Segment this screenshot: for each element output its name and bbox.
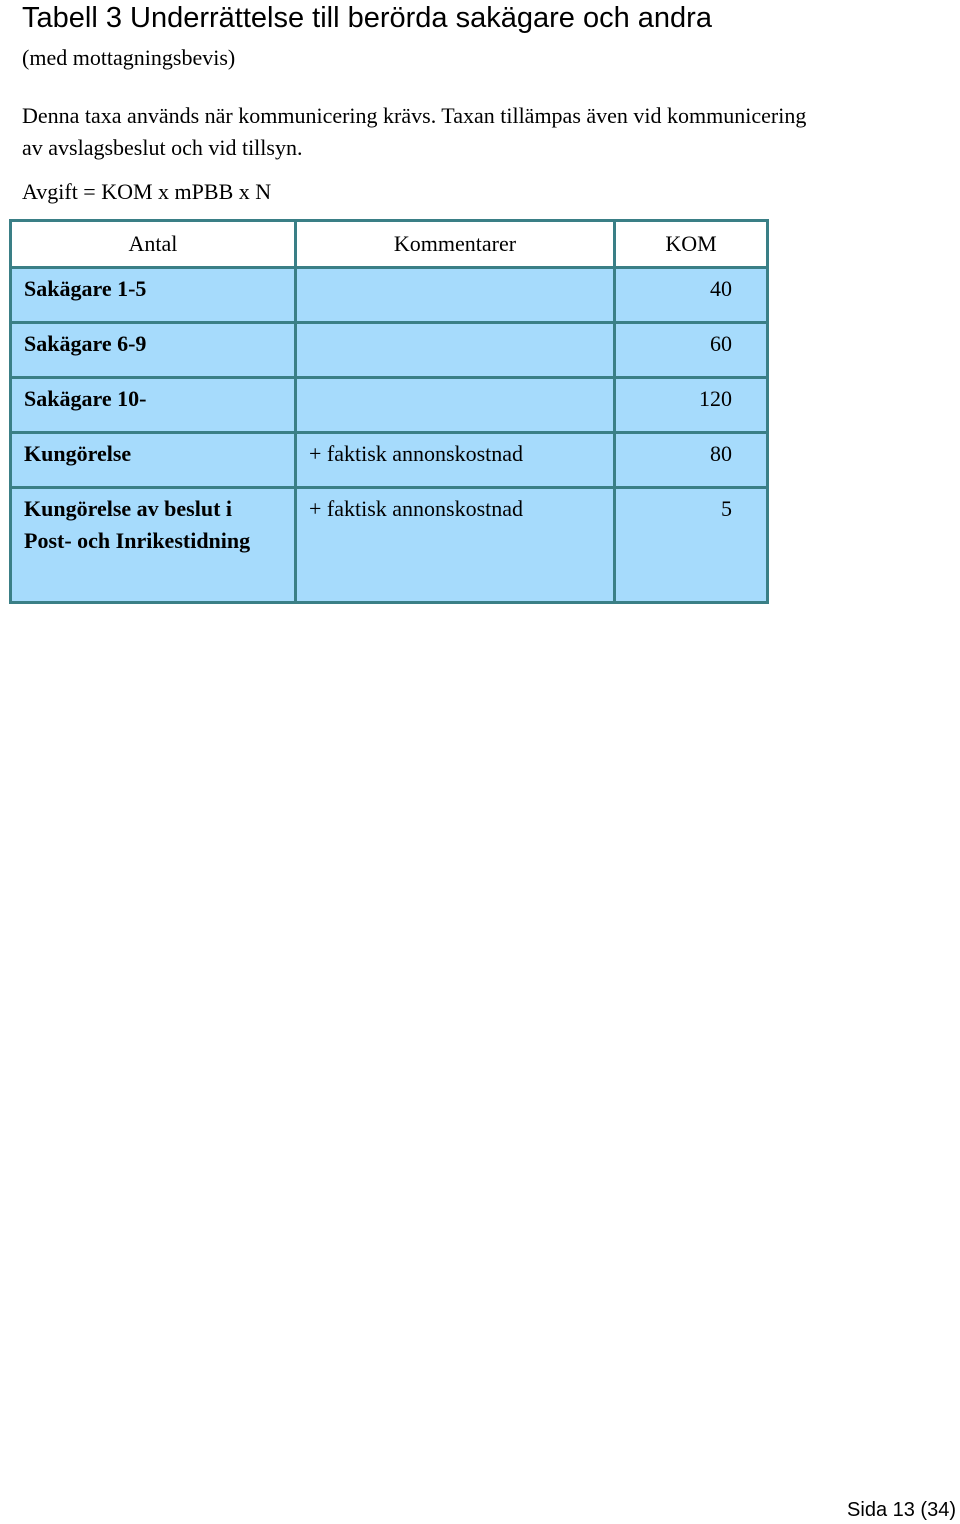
- table-row: [11, 488, 768, 603]
- cell-antal: Kungörelse: [11, 433, 296, 488]
- cell-antal: Sakägare 6-9: [11, 323, 296, 378]
- cell-kommentar: + faktisk annonskostnad: [296, 488, 615, 603]
- table-row: [11, 433, 768, 488]
- cell-kommentar: [296, 323, 615, 378]
- table-row: [11, 378, 768, 433]
- intro-paragraph: [22, 100, 952, 164]
- table-header-row: [11, 221, 768, 268]
- cell-antal: Sakägare 1-5: [11, 268, 296, 323]
- column-header-antal: Antal: [11, 221, 296, 268]
- cell-antal: Kungörelse av beslut i Post- och Inrikestidning: [11, 488, 296, 603]
- column-header-kom: KOM: [615, 221, 768, 268]
- intro-line-2: av avslagsbeslut och vid tillsyn.: [22, 135, 303, 160]
- cell-antal: Sakägare 10-: [11, 378, 296, 433]
- table-row: [11, 268, 768, 323]
- page-number: Sida 13 (34): [847, 1499, 956, 1521]
- page-title: Tabell 3 Underrättelse till berörda sakägare och andra: [22, 2, 712, 34]
- table-row: [11, 323, 768, 378]
- cell-kom: 80: [615, 433, 768, 488]
- cell-kommentar: [296, 268, 615, 323]
- cell-kom: 5: [615, 488, 768, 603]
- fee-table: [9, 219, 769, 604]
- column-header-kommentarer: Kommentarer: [296, 221, 615, 268]
- cell-kom: 60: [615, 323, 768, 378]
- page-subtitle: (med mottagningsbevis): [22, 45, 236, 70]
- intro-line-1: Denna taxa används när kommunicering krävs. Taxan tillämpas även vid kommunicering: [22, 103, 807, 128]
- fee-formula: Avgift = KOM x mPBB x N: [22, 179, 272, 204]
- cell-kommentar: + faktisk annonskostnad: [296, 433, 615, 488]
- cell-kom: 40: [615, 268, 768, 323]
- cell-kom: 120: [615, 378, 768, 433]
- cell-kommentar: [296, 378, 615, 433]
